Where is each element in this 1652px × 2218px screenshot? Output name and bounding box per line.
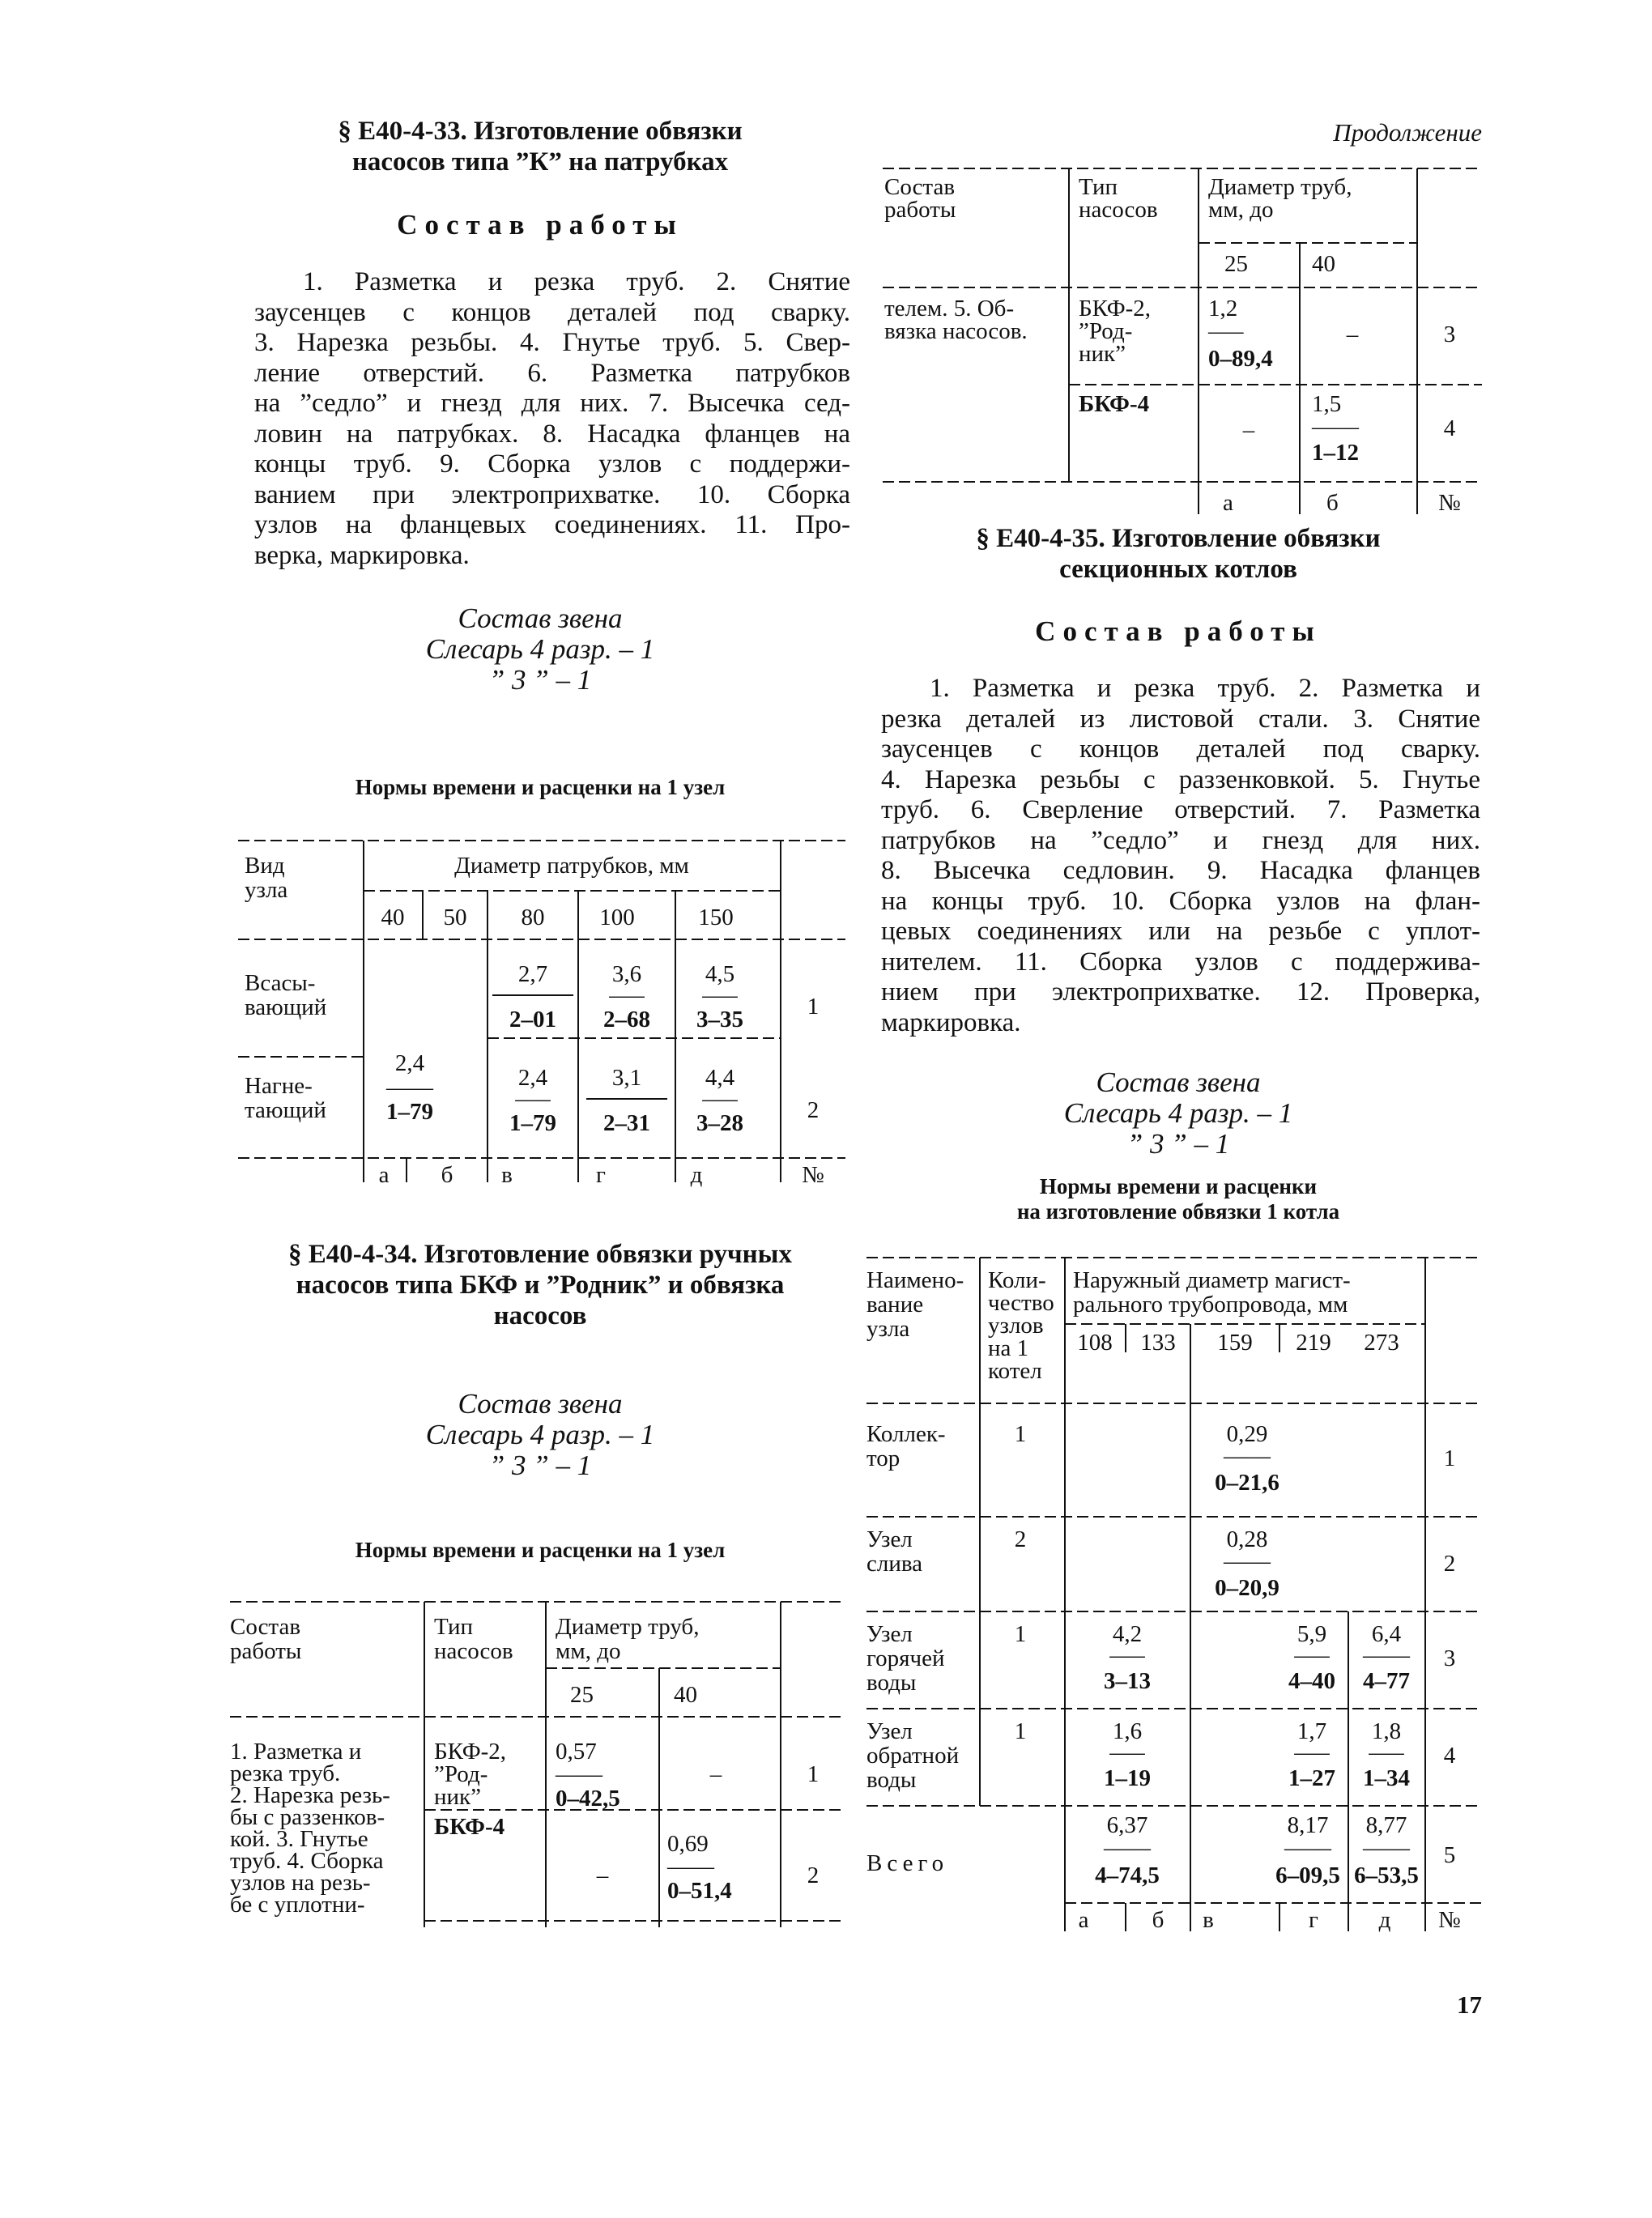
cell-dash: ––––: [1312, 414, 1359, 440]
cell-qty: 1: [1014, 1718, 1027, 1744]
work-description: телем. 5. Об-: [884, 296, 1015, 321]
col-type-header: Тип: [1079, 174, 1118, 200]
col-qty-header-line: чество: [988, 1290, 1054, 1316]
row-number: 2: [807, 1863, 820, 1888]
work-text-line: на концы труб. 10. Сборка узлов на флан-: [881, 886, 1480, 916]
cell-price: 4–40: [1288, 1668, 1335, 1694]
col-diam-header: Диаметр труб,: [556, 1614, 700, 1640]
cell-empty: –: [1346, 321, 1359, 347]
work-text-line: ванием при электроприхватке. 10. Сборка: [254, 479, 850, 509]
type-label: ник”: [1079, 341, 1126, 367]
work-text-line: труб. 6. Сверление отверстий. 7. Разметка: [881, 795, 1480, 824]
cell-price: 0–51,4: [667, 1878, 732, 1904]
work-description: узлов на резь-: [230, 1870, 371, 1896]
work-text-line: 1. Разметка и резка труб. 2. Разметка и: [930, 674, 1480, 703]
cell-value: 3,1: [611, 1065, 642, 1091]
cell-dash: –––: [702, 1086, 738, 1112]
cell-dash: –––: [1294, 1642, 1330, 1668]
section-34-table: [230, 1587, 854, 1943]
diam-40: 40: [381, 905, 405, 930]
cell-price: 0–42,5: [556, 1786, 620, 1811]
cell-dash: –––: [1109, 1739, 1145, 1765]
footer-number-sign: №: [1438, 1907, 1461, 1933]
work-text-line: заусенцев с концов деталей под сварку.: [881, 734, 1480, 764]
work-text-line: узлов на фланцевых соединениях. 11. Про-: [254, 510, 850, 539]
cell-dash: ––––: [1104, 1835, 1151, 1861]
cell-dash: –––: [1294, 1739, 1330, 1765]
type-label: БКФ-2,: [1079, 296, 1152, 321]
cell-price: 2–68: [603, 1007, 650, 1032]
diam-133: 133: [1140, 1330, 1176, 1356]
col-type-header-2: насосов: [1079, 197, 1158, 223]
footer-letter: а: [378, 1162, 390, 1188]
row-label: Узел: [866, 1621, 913, 1647]
cell-value: 6,37: [1106, 1812, 1148, 1838]
row-number: 5: [1443, 1842, 1456, 1868]
cell-price: 1–79: [509, 1110, 556, 1136]
diam-159: 159: [1217, 1330, 1253, 1356]
col-diam-header: Диаметр труб,: [1208, 174, 1352, 200]
row-number: 1: [807, 994, 820, 1020]
row-label: Нагне-: [245, 1073, 313, 1099]
col-name-header-line: Наимено-: [866, 1267, 964, 1293]
row-label: Коллек-: [866, 1421, 946, 1447]
type-label: БКФ-4: [1079, 391, 1150, 417]
work-text-line: цевых соединениях или на резьбе с уплот-: [881, 917, 1480, 946]
work-text-line: ловин на патрубках. 8. Насадка фланцев на: [254, 419, 850, 449]
diam-40: 40: [674, 1682, 697, 1708]
total-label: Всего: [866, 1850, 949, 1876]
cell-empty: –: [709, 1761, 722, 1787]
section-33-norms-title: Нормы времени и расценки на 1 узел: [355, 775, 726, 799]
footer-letter: в: [1203, 1907, 1214, 1933]
cell-value: 1,7: [1296, 1718, 1327, 1744]
footer-letter: д: [1378, 1907, 1391, 1933]
footer-letter: а: [1223, 490, 1233, 516]
cell-price: 4–77: [1363, 1668, 1410, 1694]
cell-price: 1–79: [386, 1099, 433, 1125]
col-diam-header: Наружный диаметр магист-: [1073, 1267, 1351, 1293]
cell-price: 0–89,4: [1208, 346, 1273, 372]
section-33-table: [230, 826, 854, 1207]
diam-40: 40: [1312, 251, 1335, 277]
col-work-header-2: работы: [230, 1638, 302, 1664]
col-diam-header-2: мм, до: [556, 1638, 621, 1664]
cell-dash: ––––: [386, 1075, 433, 1100]
continuation-label: Продолжение: [1333, 118, 1482, 147]
footer-letter: б: [1152, 1907, 1164, 1933]
col-type-header: Тип: [434, 1614, 474, 1640]
section-34-crew: Состав звена Слесарь 4 разр. – 1 ” 3 ” – 1: [425, 1388, 655, 1481]
footer-letter: д: [690, 1162, 703, 1188]
section-33-title: § Е40-4-33. Изготовление обвязки насосов типа ”К” на патрубках: [338, 117, 743, 177]
work-text-line: 8. Высечка седловин. 9. Насадка фланцев: [881, 856, 1480, 885]
diam-25: 25: [1224, 251, 1248, 277]
section-35-work-text: [881, 674, 1480, 1038]
cell-value: 1,5: [1312, 391, 1342, 417]
col-qty-header: [988, 1267, 1054, 1384]
work-description: бы с раззенков-: [230, 1804, 385, 1830]
row-label: тор: [866, 1445, 901, 1471]
row-label: слива: [866, 1551, 923, 1577]
cell-qty: 1: [1014, 1621, 1027, 1647]
work-description: кой. 3. Гнутье: [230, 1826, 368, 1852]
cell-value: 4,5: [705, 961, 735, 987]
cell-price: 1–34: [1363, 1765, 1410, 1791]
work-text-line: верка, маркировка.: [254, 540, 470, 570]
cell-value: 8,77: [1365, 1812, 1407, 1838]
cell-dash: –––: [1208, 318, 1244, 344]
diam-273: 273: [1364, 1330, 1399, 1356]
cell-dash: ––––: [1284, 1835, 1331, 1861]
col-kind-header: Вид: [245, 853, 285, 879]
cell-dash: –––: [702, 982, 738, 1008]
cell-value: 1,2: [1208, 296, 1238, 321]
cell-value: 2,4: [517, 1065, 548, 1091]
row-number: 2: [1443, 1551, 1456, 1577]
diam-219: 219: [1296, 1330, 1331, 1356]
type-label: ”Род-: [1079, 318, 1133, 344]
work-description: резка труб.: [230, 1760, 341, 1786]
footer-letter: б: [441, 1162, 453, 1188]
row-number: 1: [807, 1761, 820, 1787]
work-text-line: ление отверстий. 6. Разметка патрубков: [254, 358, 850, 388]
row-number: 3: [1443, 321, 1456, 347]
cell-value: 0,29: [1226, 1421, 1268, 1447]
row-number: 4: [1443, 415, 1456, 441]
diam-150: 150: [698, 905, 734, 930]
section-34-table-continued: [866, 154, 1490, 526]
cell-price: 3–13: [1104, 1668, 1151, 1694]
work-text-line: 4. Нарезка резьбы с раззенковкой. 5. Гнутье: [881, 764, 1480, 794]
cell-dash: ––––: [1224, 1548, 1271, 1574]
row-number: 4: [1443, 1743, 1456, 1769]
cell-value: 0,57: [556, 1739, 597, 1765]
col-diam-header: Диаметр патрубков, мм: [454, 853, 689, 879]
section-33-crew: Состав звена Слесарь 4 разр. – 1 ” 3 ” – 1: [425, 602, 655, 696]
cell-price: 2–31: [603, 1110, 650, 1136]
section-35-title: § Е40-4-35. Изготовление обвязки секционных котлов: [976, 524, 1381, 584]
section-34-title: § Е40-4-34. Изготовление обвязки ручных насосов типа БКФ и ”Родник” и обвязка насосов: [288, 1240, 792, 1330]
diam-25: 25: [570, 1682, 594, 1708]
cell-dash: –––: [1109, 1642, 1145, 1668]
cell-dash: –––: [1369, 1739, 1404, 1765]
row-label: воды: [866, 1670, 917, 1696]
work-text-line: патрубков на ”седло” и гнезд для них.: [881, 825, 1480, 855]
work-description: труб. 4. Сборка: [230, 1848, 384, 1874]
cell-price: 6–09,5: [1275, 1863, 1340, 1888]
footer-letter: а: [1078, 1907, 1089, 1933]
cell-value: 5,9: [1296, 1621, 1327, 1647]
work-description: 1. Разметка и: [230, 1739, 362, 1765]
col-name-header-line: узла: [866, 1316, 910, 1342]
col-diam-header-2: мм, до: [1208, 197, 1274, 223]
type-label: ник”: [434, 1784, 481, 1810]
cell-empty: –: [1242, 417, 1255, 443]
cell-dash: ––––: [1363, 1642, 1410, 1668]
cell-value: 6,4: [1371, 1621, 1402, 1647]
work-text-line: маркировка.: [881, 1007, 1021, 1037]
row-label: Узел: [866, 1526, 913, 1552]
cell-dash: ––––: [667, 1854, 714, 1880]
diam-80: 80: [521, 905, 545, 930]
work-text-line: на ”седло” и гнезд для них. 7. Высечка сед-: [254, 389, 850, 418]
diam-50: 50: [443, 905, 467, 930]
section-35-table: [866, 1243, 1490, 1972]
cell-dash: –––: [609, 982, 645, 1008]
row-number: 2: [807, 1097, 820, 1123]
col-qty-header-line: узлов: [988, 1313, 1044, 1339]
type-label: ”Род-: [434, 1761, 488, 1787]
col-kind-header-2: узла: [245, 877, 288, 903]
work-text-line: концы труб. 9. Сборка узлов с поддержи-: [254, 449, 850, 479]
type-label: БКФ-4: [434, 1814, 505, 1840]
cell-value: 3,6: [611, 961, 642, 987]
cell-price: 0–21,6: [1215, 1470, 1279, 1496]
work-text-line: нием при электроприхватке. 12. Проверка,: [881, 977, 1480, 1007]
col-qty-header-line: Коли-: [988, 1267, 1046, 1293]
section-35-norms-title: Нормы времени и расценки на изготовление обвязки 1 котла: [1016, 1174, 1340, 1224]
col-qty-header-line: на 1: [988, 1335, 1029, 1361]
work-text-line: нителем. 11. Сборка узлов с поддержива-: [881, 947, 1480, 977]
cell-value: 4,2: [1112, 1621, 1143, 1647]
section-35-crew: Состав звена Слесарь 4 разр. – 1 ” 3 ” – 1: [1063, 1066, 1293, 1160]
footer-letter: в: [501, 1162, 513, 1188]
cell-price: 1–19: [1104, 1765, 1151, 1791]
cell-value: 2,4: [394, 1050, 425, 1076]
work-text-line: заусенцев с концов деталей под сварку.: [254, 297, 850, 327]
row-label: горячей: [866, 1645, 945, 1671]
col-qty-header-line: котел: [988, 1358, 1042, 1384]
section-33-work-text: [254, 267, 850, 571]
cell-price: 4–74,5: [1095, 1863, 1160, 1888]
row-number: 3: [1443, 1645, 1456, 1671]
cell-value: 2,7: [517, 961, 548, 987]
row-label: воды: [866, 1767, 917, 1793]
section-35-work-heading: Состав работы: [1035, 615, 1322, 647]
cell-price: 0–20,9: [1215, 1575, 1279, 1601]
row-label: Узел: [866, 1718, 913, 1744]
footer-letter: б: [1326, 490, 1339, 516]
col-work-header-2: работы: [884, 197, 956, 223]
cell-price: 3–28: [696, 1110, 743, 1136]
col-work-header: Состав: [884, 174, 956, 200]
col-type-header-2: насосов: [434, 1638, 513, 1664]
work-text-line: 1. Разметка и резка труб. 2. Снятие: [303, 267, 850, 296]
work-description-cell: [230, 1739, 390, 1918]
cell-price: 1–12: [1312, 440, 1359, 466]
cell-price: 3–35: [696, 1007, 743, 1032]
section-33-work-heading: Состав работы: [397, 209, 683, 241]
cell-dash: ––––: [1363, 1835, 1410, 1861]
cell-empty: –: [596, 1863, 609, 1888]
type-label: БКФ-2,: [434, 1739, 507, 1765]
cell-dash: ––––: [1224, 1443, 1271, 1469]
cell-price: 1–27: [1288, 1765, 1335, 1791]
cell-dash: –––: [515, 1086, 551, 1112]
work-text-line: резка деталей из листовой стали. 3. Снятие: [881, 704, 1480, 734]
section-34-norms-title: Нормы времени и расценки на 1 узел: [355, 1538, 726, 1562]
row-label: тающий: [245, 1097, 326, 1123]
diam-108: 108: [1077, 1330, 1113, 1356]
cell-value: 0,69: [667, 1831, 709, 1857]
col-diam-header-2: рального трубопровода, мм: [1073, 1292, 1348, 1318]
row-label: обратной: [866, 1743, 960, 1769]
cell-price: 2–01: [509, 1007, 556, 1032]
work-description: бе с уплотни-: [230, 1892, 365, 1918]
col-name-header-line: вание: [866, 1292, 924, 1318]
cell-price: 6–53,5: [1354, 1863, 1419, 1888]
work-text-line: 3. Нарезка резьбы. 4. Гнутье труб. 5. Свер-: [254, 328, 850, 357]
work-description: вязка насосов.: [884, 318, 1028, 344]
footer-number-sign: №: [1438, 490, 1461, 516]
cell-dash: ––––: [556, 1761, 602, 1787]
cell-qty: 2: [1014, 1526, 1027, 1552]
cell-value: 8,17: [1287, 1812, 1329, 1838]
col-work-header: Состав: [230, 1614, 301, 1640]
cell-value: 4,4: [705, 1065, 735, 1091]
cell-value: 1,8: [1371, 1718, 1402, 1744]
cell-value: 0,28: [1226, 1526, 1268, 1552]
col-name-header: [866, 1267, 964, 1342]
page-number: 17: [1457, 1990, 1482, 2019]
row-number: 1: [1443, 1445, 1456, 1471]
footer-letter: г: [596, 1162, 606, 1188]
row-label: Всасы-: [245, 970, 316, 996]
work-description: 2. Нарезка резь-: [230, 1782, 390, 1808]
cell-qty: 1: [1014, 1421, 1027, 1447]
diam-100: 100: [599, 905, 635, 930]
row-label: вающий: [245, 994, 327, 1020]
footer-letter: г: [1309, 1907, 1318, 1933]
footer-number-sign: №: [802, 1162, 824, 1188]
cell-value: 1,6: [1112, 1718, 1143, 1744]
